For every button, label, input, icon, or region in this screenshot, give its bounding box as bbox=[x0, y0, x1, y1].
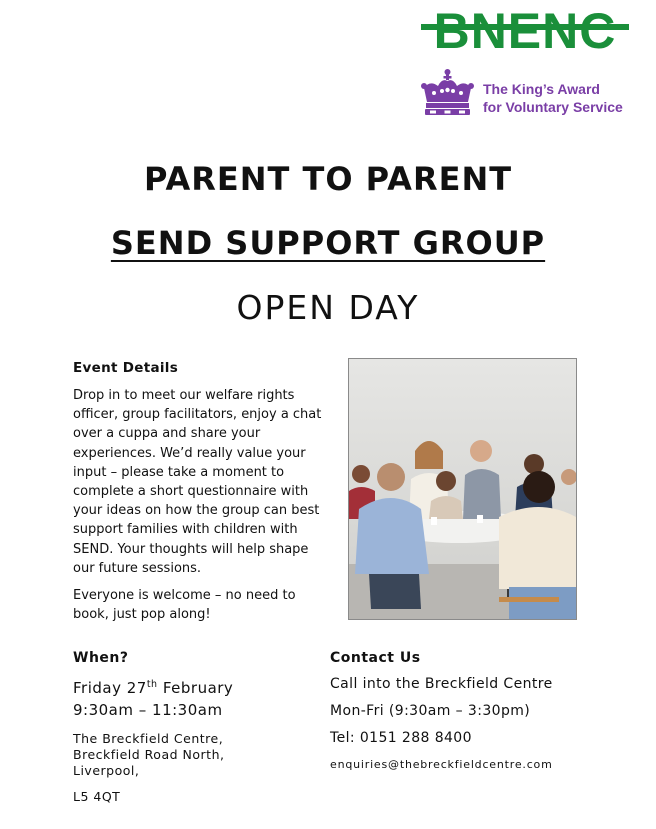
title-line-2 bbox=[0, 224, 656, 262]
event-details-paragraph-2: Everyone is welcome – no need to book, just pop along! bbox=[73, 588, 296, 623]
event-day-suffix: th bbox=[146, 679, 158, 690]
event-date bbox=[73, 677, 323, 699]
contact-section bbox=[330, 650, 630, 771]
event-date-time bbox=[73, 677, 323, 721]
contact-hours: Mon-Fri (9:30am – 3:30pm) bbox=[330, 703, 531, 719]
group-meeting-photo bbox=[348, 358, 577, 620]
contact-email: enquiries@thebreckfieldcentre.com bbox=[330, 758, 553, 771]
address-line-2: Breckfield Road North, bbox=[73, 747, 225, 762]
contact-heading: Contact Us bbox=[330, 650, 421, 666]
address-line-1: The Breckfield Centre, bbox=[73, 731, 224, 746]
crown-icon bbox=[420, 68, 475, 118]
event-month: February bbox=[157, 679, 234, 697]
title-line-2-text: SEND SUPPORT GROUP bbox=[110, 224, 546, 262]
event-details-paragraph-1: Drop in to meet our welfare rights officer, group facilitators, enjoy a chat over a cuppa and share your experiences. We’d really value your input – please take a moment to complete a short questionnaire with your ideas on how the group can best support families with children with SEND. Your thoughts will help shape our future sessions. bbox=[73, 388, 322, 576]
event-details-heading: Event Details bbox=[73, 360, 179, 376]
logo-text: BNENC bbox=[433, 4, 617, 56]
contact-phone: Tel: 0151 288 8400 bbox=[330, 730, 472, 746]
title-line-3: OPEN DAY bbox=[236, 288, 420, 327]
group-meeting-illustration bbox=[349, 359, 576, 619]
address-line-3: Liverpool, bbox=[73, 763, 140, 778]
bnenc-logo bbox=[421, 4, 629, 56]
contact-line-1: Call into the Breckfield Centre bbox=[330, 676, 553, 692]
award-line-2: for Voluntary Service bbox=[483, 99, 623, 115]
venue-address bbox=[73, 731, 323, 779]
title-line-1: PARENT TO PARENT bbox=[143, 160, 513, 198]
award-line-1: The King’s Award bbox=[483, 81, 600, 97]
event-day: Friday 27 bbox=[73, 679, 147, 697]
event-time: 9:30am – 11:30am bbox=[73, 701, 223, 719]
award-text bbox=[483, 80, 643, 116]
when-section bbox=[73, 650, 323, 804]
when-heading: When? bbox=[73, 650, 129, 666]
event-details-section bbox=[73, 360, 323, 632]
kings-award-badge bbox=[420, 68, 642, 120]
postcode: L5 4QT bbox=[73, 789, 121, 804]
